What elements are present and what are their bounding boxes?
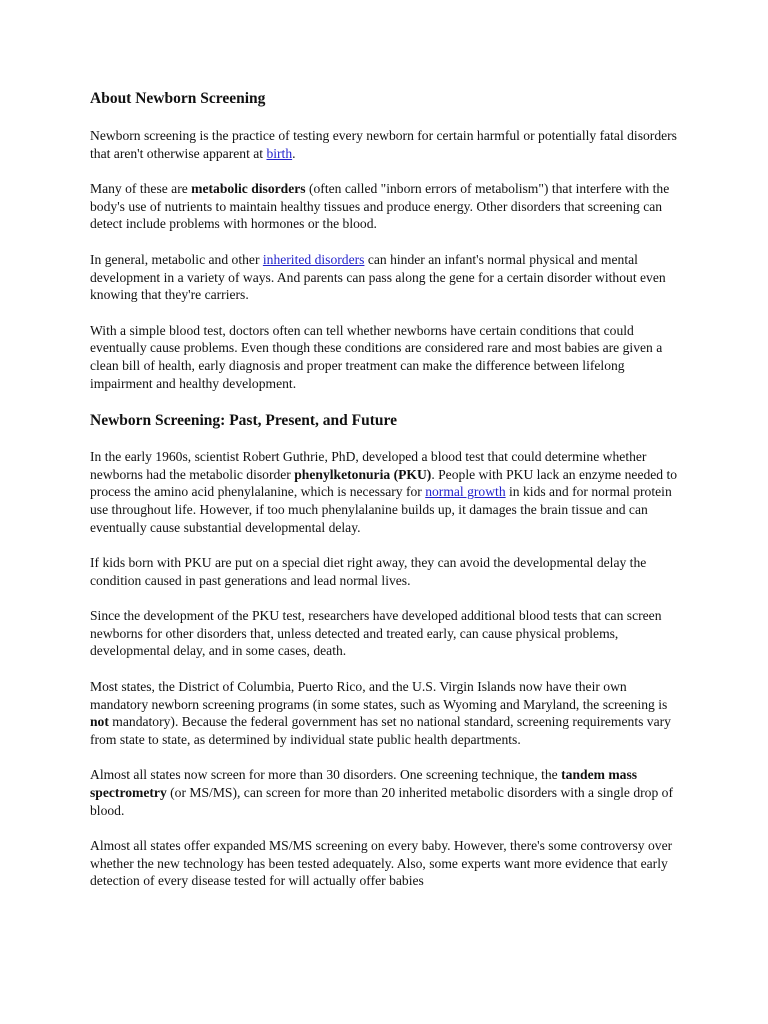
text-span: . [292,145,296,161]
bold-term: phenylketonuria (PKU) [294,466,432,482]
text-span: (or MS/MS), can screen for more than 20 inherited metabolic disorders with a single drop of blood. [90,785,673,818]
section-heading-about: About Newborn Screening [90,90,266,107]
bold-term: tandem mass spectrometry [90,767,638,801]
paragraph-inherited [90,251,680,304]
paragraph-guthrie [90,448,680,536]
paragraph-definition [90,127,680,162]
paragraph-tandem-mass [90,766,680,819]
text-span: In the early 1960s, scientist Robert Guthrie, PhD, developed a blood test that could determine whether newborns had the metabolic disorder [90,449,647,482]
paragraph-metabolic [90,180,680,233]
text-span: Most states, the District of Columbia, Puerto Rico, and the U.S. Virgin Islands now have their own mandatory newborn screening programs (in some states, such as Wyoming and Maryland, the screening is [90,679,668,712]
text-span: Almost all states now screen for more than 30 disorders. One screening technique, the [90,767,562,783]
document-page [90,88,680,908]
paragraph-additional-tests: Since the development of the PKU test, researchers have developed additional blood tests that can screen newborns for other disorders that, unless detected and treated early, can cause physical problems, developmental delay, and in some cases, death. [90,608,662,659]
paragraph-blood-test: With a simple blood test, doctors often can tell whether newborns have certain conditions that could eventually cause problems. Even though these conditions are considered rare and most babies are given a clean bill of health, early diagnosis and proper treatment can make the difference between lifelong impairment and healthy development. [90,322,663,391]
paragraph-pku-diet: If kids born with PKU are put on a special diet right away, they can avoid the developmental delay the condition caused in past generations and lead normal lives. [90,555,647,588]
birth-link[interactable]: birth [266,145,293,161]
normal-growth-link[interactable]: normal growth [425,484,506,500]
bold-term: not [90,714,109,730]
text-span: (often called "inborn errors of metabolism") that interfere with the body's use of nutrients to maintain healthy tissues and produce energy. Other disorders that screening can detect include problems with hormones or the blood. [90,181,670,232]
text-span: in kids and for normal protein use throughout life. However, if too much phenylalanine builds up, it damages the brain tissue and can eventually cause substantial developmental delay. [90,484,672,535]
text-span: Many of these are [90,181,192,197]
paragraph-state-programs [90,678,680,748]
bold-term: metabolic disorders [191,181,306,197]
text-span: mandatory). Because the federal government has set no national standard, screening requirements vary from state to state, as determined by individual state public health departments. [90,714,671,747]
text-span: can hinder an infant's normal physical and mental development in a variety of ways. And parents can pass along the gene for a certain disorder without even knowing that they're carriers. [90,251,666,303]
text-span: In general, metabolic and other [90,251,263,267]
inherited-disorders-link[interactable]: inherited disorders [262,251,365,267]
paragraph-msms-controversy: Almost all states offer expanded MS/MS screening on every baby. However, there's some controversy over whether the new technology has been tested adequately. Also, some experts want more evidence that early detection of every disease tested for will actually offer babies [90,838,673,889]
text-span: Newborn screening is the practice of testing every newborn for certain harmful or potentially fatal disorders that aren't otherwise apparent at [90,128,677,161]
section-heading-past-present-future: Newborn Screening: Past, Present, and Future [90,412,397,430]
text-span: . People with PKU lack an enzyme needed to process the amino acid phenylalanine, which is necessary for [90,466,678,500]
